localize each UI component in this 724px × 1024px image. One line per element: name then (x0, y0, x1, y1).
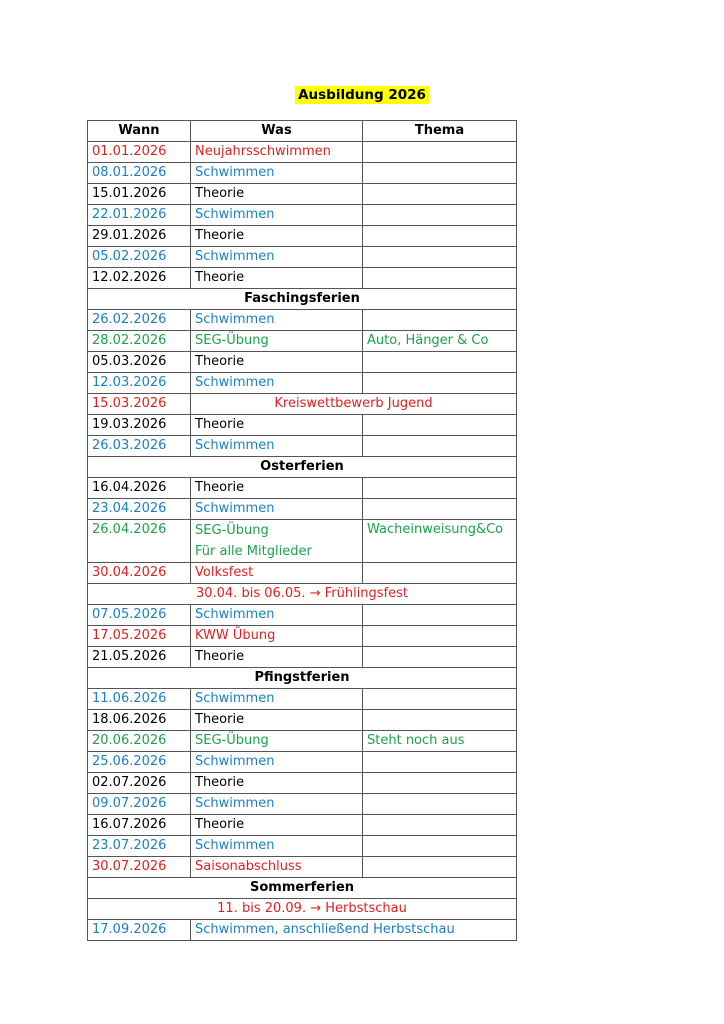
date-cell: 08.01.2026 (88, 163, 191, 184)
table-row (88, 247, 517, 268)
table-row (88, 731, 517, 752)
header-row (88, 121, 517, 142)
was-cell: Schwimmen (191, 247, 363, 268)
thema-cell (363, 794, 517, 815)
was-cell (191, 520, 363, 563)
was-cell-merged: Schwimmen, anschließend Herbstschau (191, 920, 517, 941)
thema-cell (363, 605, 517, 626)
table-row (88, 394, 517, 415)
was-cell: Theorie (191, 184, 363, 205)
was-cell: Schwimmen (191, 836, 363, 857)
table-row (88, 142, 517, 163)
schedule-table (87, 120, 517, 941)
thema-cell: Steht noch aus (363, 731, 517, 752)
thema-cell (363, 205, 517, 226)
date-cell: 15.03.2026 (88, 394, 191, 415)
date-cell: 28.02.2026 (88, 331, 191, 352)
table-row (88, 857, 517, 878)
thema-cell (363, 163, 517, 184)
table-row (88, 920, 517, 941)
date-cell: 01.01.2026 (88, 142, 191, 163)
was-cell: Schwimmen (191, 794, 363, 815)
was-cell: Schwimmen (191, 205, 363, 226)
thema-cell (363, 773, 517, 794)
section-row (88, 289, 517, 310)
table-row (88, 436, 517, 457)
was-cell: Theorie (191, 815, 363, 836)
table-row (88, 184, 517, 205)
date-cell: 18.06.2026 (88, 710, 191, 731)
thema-cell (363, 478, 517, 499)
date-cell: 30.04.2026 (88, 563, 191, 584)
date-cell: 12.02.2026 (88, 268, 191, 289)
table-row (88, 352, 517, 373)
was-cell: Neujahrsschwimmen (191, 142, 363, 163)
date-cell: 23.07.2026 (88, 836, 191, 857)
table-row (88, 205, 517, 226)
was-cell: Theorie (191, 415, 363, 436)
table-row (88, 499, 517, 520)
thema-cell (363, 563, 517, 584)
section-label: Faschingsferien (88, 289, 517, 310)
section-label: Sommerferien (88, 878, 517, 899)
was-cell: Schwimmen (191, 163, 363, 184)
date-cell: 07.05.2026 (88, 605, 191, 626)
table-row (88, 331, 517, 352)
thema-cell: Auto, Hänger & Co (363, 331, 517, 352)
section-label: Osterferien (88, 457, 517, 478)
was-cell: Theorie (191, 478, 363, 499)
date-cell: 22.01.2026 (88, 205, 191, 226)
thema-cell (363, 857, 517, 878)
date-cell: 20.06.2026 (88, 731, 191, 752)
was-cell: Theorie (191, 773, 363, 794)
thema-cell (363, 352, 517, 373)
date-cell: 23.04.2026 (88, 499, 191, 520)
date-cell: 02.07.2026 (88, 773, 191, 794)
table-row (88, 163, 517, 184)
note-row (88, 899, 517, 920)
date-cell: 05.02.2026 (88, 247, 191, 268)
table-row (88, 689, 517, 710)
section-row (88, 878, 517, 899)
table-row (88, 794, 517, 815)
thema-cell (363, 415, 517, 436)
thema-cell (363, 689, 517, 710)
page-title-wrap (0, 87, 724, 103)
header-thema: Thema (363, 121, 517, 142)
note-label: 11. bis 20.09. → Herbstschau (88, 899, 517, 920)
thema-cell (363, 268, 517, 289)
date-cell: 26.03.2026 (88, 436, 191, 457)
table-row (88, 226, 517, 247)
date-cell: 19.03.2026 (88, 415, 191, 436)
was-line-2: Für alle Mitglieder (195, 544, 312, 559)
note-row (88, 584, 517, 605)
date-cell: 26.04.2026 (88, 520, 191, 563)
thema-cell (363, 836, 517, 857)
thema-cell (363, 626, 517, 647)
thema-cell (363, 436, 517, 457)
table-row (88, 415, 517, 436)
thema-cell (363, 310, 517, 331)
section-row (88, 457, 517, 478)
table-row (88, 773, 517, 794)
table-row (88, 310, 517, 331)
was-cell: SEG-Übung (191, 731, 363, 752)
was-cell: Schwimmen (191, 689, 363, 710)
table-row (88, 626, 517, 647)
table-row (88, 836, 517, 857)
thema-cell (363, 373, 517, 394)
header-was: Was (191, 121, 363, 142)
was-cell: Schwimmen (191, 752, 363, 773)
was-line-1: SEG-Übung (195, 523, 269, 538)
table-row (88, 815, 517, 836)
table-row (88, 268, 517, 289)
was-cell: Theorie (191, 647, 363, 668)
section-row (88, 668, 517, 689)
date-cell: 17.09.2026 (88, 920, 191, 941)
header-wann: Wann (88, 121, 191, 142)
date-cell: 09.07.2026 (88, 794, 191, 815)
table-row (88, 373, 517, 394)
was-cell: Schwimmen (191, 605, 363, 626)
thema-cell (363, 647, 517, 668)
was-cell: Schwimmen (191, 310, 363, 331)
thema-cell (363, 247, 517, 268)
table-row (88, 710, 517, 731)
thema-cell (363, 226, 517, 247)
date-cell: 17.05.2026 (88, 626, 191, 647)
thema-cell (363, 815, 517, 836)
was-cell: Schwimmen (191, 499, 363, 520)
was-cell: Volksfest (191, 563, 363, 584)
was-cell: Saisonabschluss (191, 857, 363, 878)
thema-cell (363, 752, 517, 773)
date-cell: 15.01.2026 (88, 184, 191, 205)
thema-cell: Wacheinweisung&Co (363, 520, 517, 563)
thema-cell (363, 184, 517, 205)
thema-cell (363, 142, 517, 163)
date-cell: 16.07.2026 (88, 815, 191, 836)
date-cell: 11.06.2026 (88, 689, 191, 710)
table-row (88, 752, 517, 773)
date-cell: 29.01.2026 (88, 226, 191, 247)
section-label: Pfingstferien (88, 668, 517, 689)
date-cell: 30.07.2026 (88, 857, 191, 878)
was-cell: SEG-Übung (191, 331, 363, 352)
table-row (88, 647, 517, 668)
page-title: Ausbildung 2026 (295, 86, 429, 104)
thema-cell (363, 710, 517, 731)
was-cell: KWW Übung (191, 626, 363, 647)
table-row (88, 520, 517, 563)
table-row (88, 478, 517, 499)
was-cell: Theorie (191, 710, 363, 731)
table-row (88, 605, 517, 626)
was-cell: Theorie (191, 352, 363, 373)
date-cell: 05.03.2026 (88, 352, 191, 373)
date-cell: 26.02.2026 (88, 310, 191, 331)
date-cell: 25.06.2026 (88, 752, 191, 773)
date-cell: 21.05.2026 (88, 647, 191, 668)
was-cell-merged: Kreiswettbewerb Jugend (191, 394, 517, 415)
was-cell: Theorie (191, 268, 363, 289)
date-cell: 12.03.2026 (88, 373, 191, 394)
note-label: 30.04. bis 06.05. → Frühlingsfest (88, 584, 517, 605)
table-row (88, 563, 517, 584)
was-cell: Schwimmen (191, 373, 363, 394)
was-cell: Theorie (191, 226, 363, 247)
date-cell: 16.04.2026 (88, 478, 191, 499)
was-cell: Schwimmen (191, 436, 363, 457)
thema-cell (363, 499, 517, 520)
